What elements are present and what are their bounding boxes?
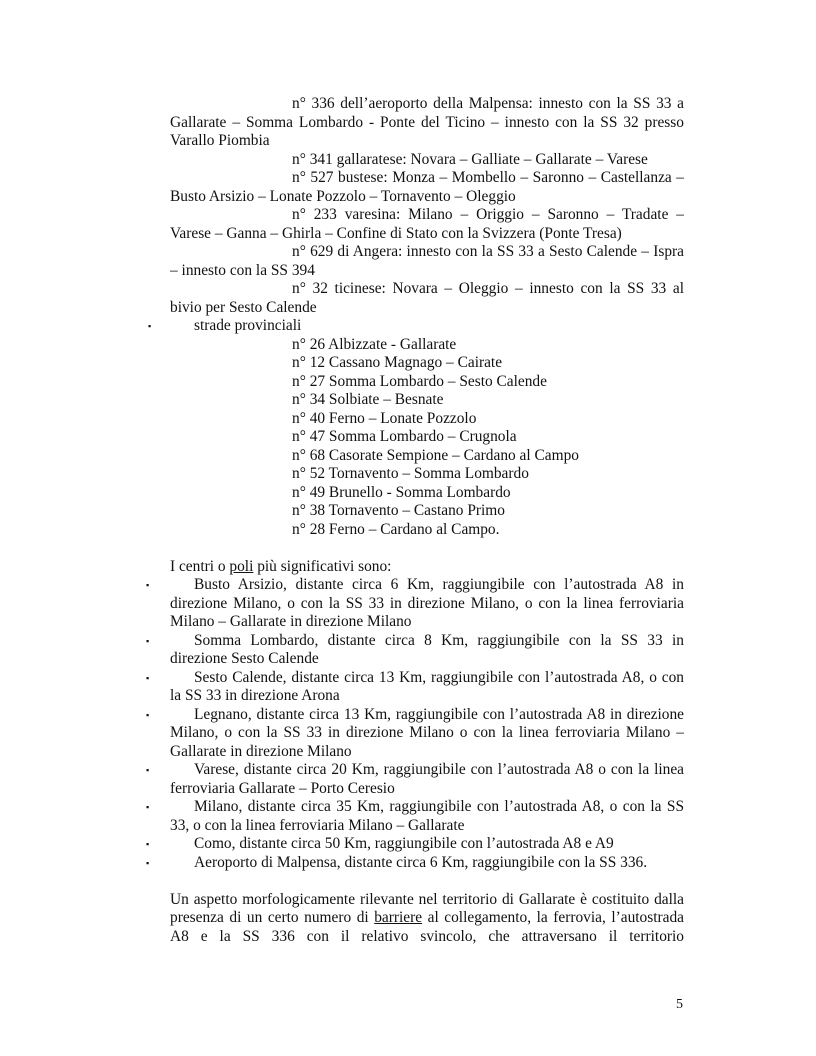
- poli-item: ▪ Sesto Calende, distante circa 13 Km, raggiungibile con l’autostrada A8, o con la SS 33 in direzione Arona: [146, 668, 684, 704]
- bullet-marker: ▪: [146, 802, 150, 812]
- state-road-entry: n° 341 gallaratese: Novara – Galliate – Gallarate – Varese: [292, 150, 648, 168]
- bullet-marker: ▪: [146, 709, 150, 720]
- state-road-entry: n° 32 ticinese: Novara – Oleggio – innesto con la SS 33 al bivio per Sesto Calende: [170, 280, 684, 316]
- poli-underlined-term: poli: [229, 557, 254, 575]
- closing-paragraph: Un aspetto morfologicamente rilevante nel territorio di Gallarate è costituito dalla presenza di un certo numero di barriere al collegamento, la ferrovia, l’autostrada A8 e la SS 336 con il relativo svincolo, che attraversano il territorio: [170, 890, 684, 945]
- provincial-road: n° 27 Somma Lombardo – Sesto Calende: [292, 372, 547, 390]
- state-road-entry: n° 629 di Angera: innesto con la SS 33 a Sesto Calende – Ispra – innesto con la SS 394: [170, 243, 684, 279]
- provincial-roads-list: [170, 336, 684, 540]
- bullet-marker: ▪: [146, 635, 150, 646]
- provincial-road: n° 68 Casorate Sempione – Cardano al Campo: [292, 446, 579, 464]
- bullet-marker: ▪: [146, 765, 150, 775]
- state-road-entry: n° 233 varesina: Milano – Origgio – Saronno – Tradate – Varese – Ganna – Ghirla – Confine di Stato con la Svizzera (Ponte Tresa): [170, 206, 684, 242]
- provincial-road: n° 49 Brunello - Somma Lombardo: [292, 483, 511, 501]
- provincial-roads-heading: [148, 317, 684, 336]
- poli-item: ▪ Aeroporto di Malpensa, distante circa 6 Km, raggiungibile con la SS 336.: [146, 853, 648, 871]
- provincial-road: n° 28 Ferno – Cardano al Campo.: [292, 520, 500, 538]
- state-road-entry: n° 527 bustese: Monza – Mombello – Saronno – Castellanza – Busto Arsizio – Lonate Pozzolo – Tornavento – Oleggio: [170, 169, 684, 205]
- provincial-road: n° 12 Cassano Magnago – Cairate: [292, 354, 503, 371]
- provincial-road: n° 47 Somma Lombardo – Crugnola: [292, 428, 517, 445]
- paragraph-gap: [170, 539, 684, 558]
- state-roads-list: [170, 95, 684, 317]
- poli-item: ▪ Somma Lombardo, distante circa 8 Km, raggiungibile con la SS 33 in direzione Sesto Calende: [146, 631, 684, 667]
- barriere-underlined-term: barriere: [374, 909, 423, 926]
- poli-item: ▪ Legnano, distante circa 13 Km, raggiungibile con l’autostrada A8 in direzione Milano, o con la SS 33 in direzione Milano o con la linea ferroviaria Milano – Gallarate in direzione Milano: [146, 705, 684, 760]
- bullet-marker: ▪: [146, 672, 150, 683]
- provincial-road: n° 40 Ferno – Lonate Pozzolo: [292, 409, 477, 427]
- provincial-road: n° 34 Solbiate – Besnate: [292, 391, 444, 408]
- provincial-road: n° 52 Tornavento – Somma Lombardo: [292, 465, 529, 482]
- state-road-entry: n° 336 dell’aeroporto della Malpensa: innesto con la SS 33 a Gallarate – Somma Lombardo - Ponte del Ticino – innesto con la SS 32 presso Varallo Piombia: [170, 95, 684, 149]
- poli-item: ▪ Milano, distante circa 35 Km, raggiungibile con l’autostrada A8, o con la SS 33, o con la linea ferroviaria Milano – Gallarate: [146, 798, 684, 834]
- bullet-marker: ▪: [146, 580, 150, 590]
- provincial-heading-text: strade provinciali: [194, 317, 302, 334]
- poli-item: ▪ Varese, distante circa 20 Km, raggiungibile con l’autostrada A8 o con la linea ferroviaria Gallarate – Porto Ceresio: [146, 761, 684, 797]
- poli-item: ▪ Busto Arsizio, distante circa 6 Km, raggiungibile con l’autostrada A8 in direzione Milano, o con la SS 33 in direzione Milano, o con la linea ferroviaria Milano – Gallarate in direzione Milano: [146, 576, 684, 630]
- poli-intro: I centri o poli più significativi sono:: [170, 557, 392, 575]
- poli-item: ▪ Como, distante circa 50 Km, raggiungibile con l’autostrada A8 e A9: [146, 835, 614, 852]
- bullet-marker: ▪: [146, 857, 150, 868]
- page-number: 5: [676, 997, 683, 1012]
- provincial-road: n° 38 Tornavento – Castano Primo: [292, 502, 505, 519]
- bullet-marker: ▪: [148, 321, 152, 331]
- poli-list: [146, 576, 684, 872]
- bullet-marker: ▪: [146, 839, 150, 849]
- main-text-column: [146, 95, 684, 946]
- paragraph-gap: [170, 872, 684, 891]
- provincial-road: n° 26 Albizzate - Gallarate: [292, 335, 457, 353]
